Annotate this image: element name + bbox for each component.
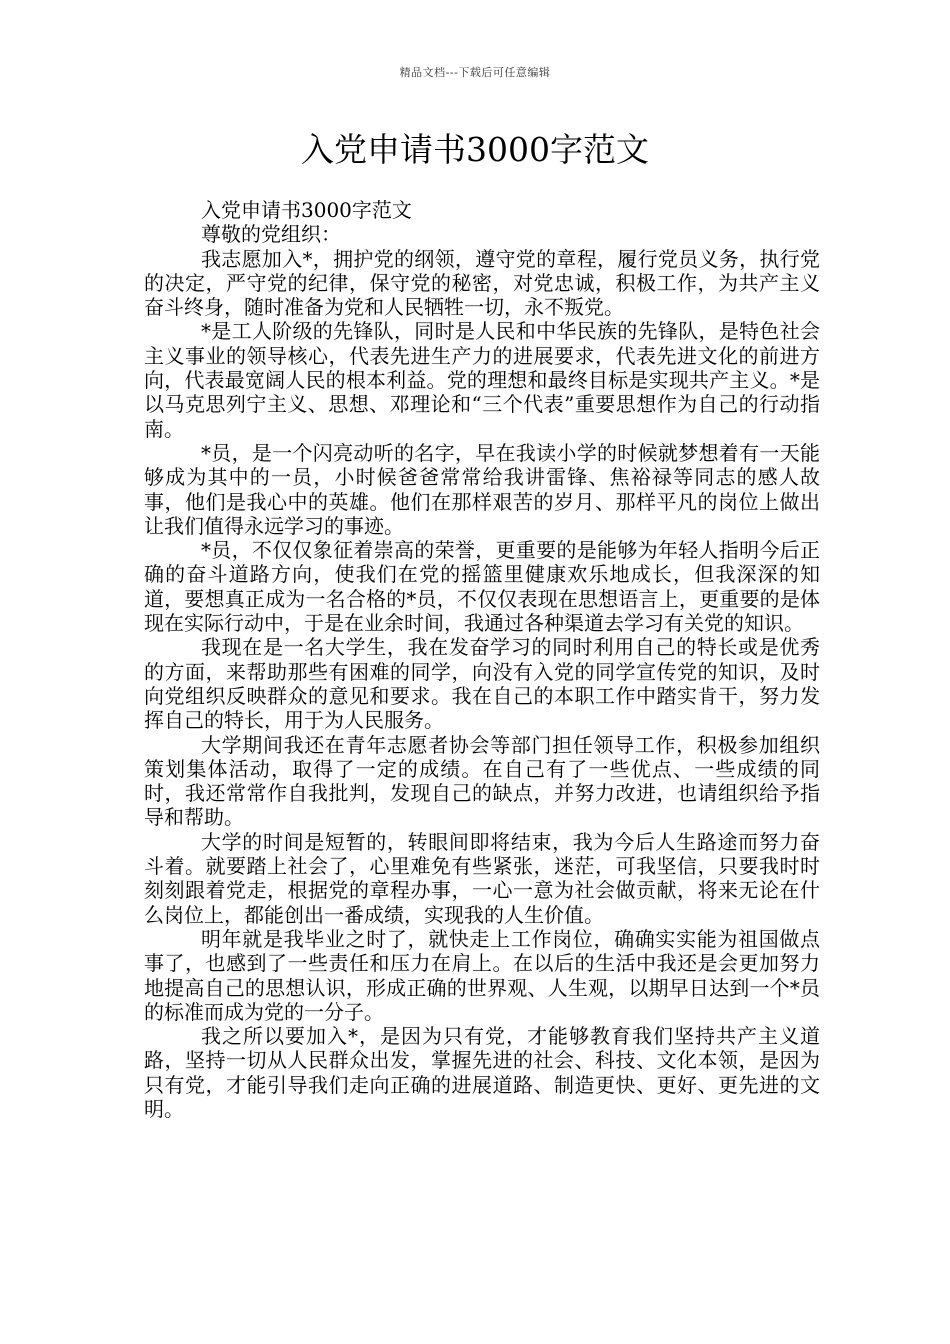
paragraph: *员，不仅仅象征着崇高的荣誉，更重要的是能够为年轻人指明今后正确的奋斗道路方向，使我们在党的摇篮里健康欢乐地成长，但我深深的知道，要想真正成为一名合格的*员，不仅仅表现在思想语言上，更重要的是体现在实际行动中，于是在业余时间，我通过各种渠道去学习有关党的知识。 (144, 538, 820, 636)
header-note: 精品文档---下载后可任意编辑 (399, 66, 551, 79)
paragraph: 明年就是我毕业之时了，就快走上工作岗位，确确实实能为祖国做点事了，也感到了一些责任和压力在肩上。在以后的生活中我还是会更加努力地提高自己的思想认识，形成正确的世界观、人生观，以期早日达到一个*员的标准而成为党的一分子。 (144, 926, 820, 1024)
paragraph: 大学的时间是短暂的，转眼间即将结束，我为今后人生路途而努力奋斗着。就要踏上社会了，心里难免有些紧张，迷茫，可我坚信，只要我时时刻刻跟着党走，根据党的章程办事，一心一意为社会做贡献，将来无论在什么岗位上，都能创出一番成绩，实现我的人生价值。 (144, 829, 820, 927)
page-title: 入党申请书3000字范文 (301, 130, 649, 169)
salutation: 尊敬的党组织： (201, 222, 341, 247)
document-body (144, 198, 820, 1121)
subtitle-line: 入党申请书3000字范文 (201, 198, 412, 222)
paragraph: 我现在是一名大学生，我在发奋学习的同时利用自己的特长或是优秀的方面，来帮助那些有困难的同学，向没有入党的同学宣传党的知识，及时向党组织反映群众的意见和要求。我在自己的本职工作中踏实肯干，努力发挥自己的特长，用于为人民服务。 (144, 635, 820, 733)
paragraph: *员，是一个闪亮动听的名字，早在我读小学的时候就梦想着有一天能够成为其中的一员，小时候爸爸常常给我讲雷锋、焦裕禄等同志的感人故事，他们是我心中的英雄。他们在那样艰苦的岁月、那样平凡的岗位上做出让我们值得永远学习的事迹。 (144, 440, 820, 538)
paragraph: *是工人阶级的先锋队，同时是人民和中华民族的先锋队，是特色社会主义事业的领导核心，代表先进生产力的进展要求，代表先进文化的前进方向，代表最宽阔人民的根本利益。党的理想和最终目标是实现共产主义。*是以马克思列宁主义、思想、邓理论和“三个代表”重要思想作为自己的行动指南。 (144, 319, 820, 441)
paragraph: 我之所以要加入*，是因为只有党，才能够教育我们坚持共产主义道路，坚持一切从人民群众出发，掌握先进的社会、科技、文化本领，是因为只有党，才能引导我们走向正确的进展道路、制造更快、更好、更先进的文明。 (144, 1024, 820, 1121)
paragraph: 我志愿加入*，拥护党的纲领，遵守党的章程，履行党员义务，执行党的决定，严守党的纪律，保守党的秘密，对党忠诚，积极工作，为共产主义奋斗终身，随时准备为党和人民牺牲一切，永不叛党。 (144, 246, 820, 320)
paragraph: 大学期间我还在青年志愿者协会等部门担任领导工作，积极参加组织策划集体活动，取得了一定的成绩。在自己有了一些优点、一些成绩的同时，我还常常作自我批判，发现自己的缺点，并努力改进，也请组织给予指导和帮助。 (144, 732, 820, 830)
